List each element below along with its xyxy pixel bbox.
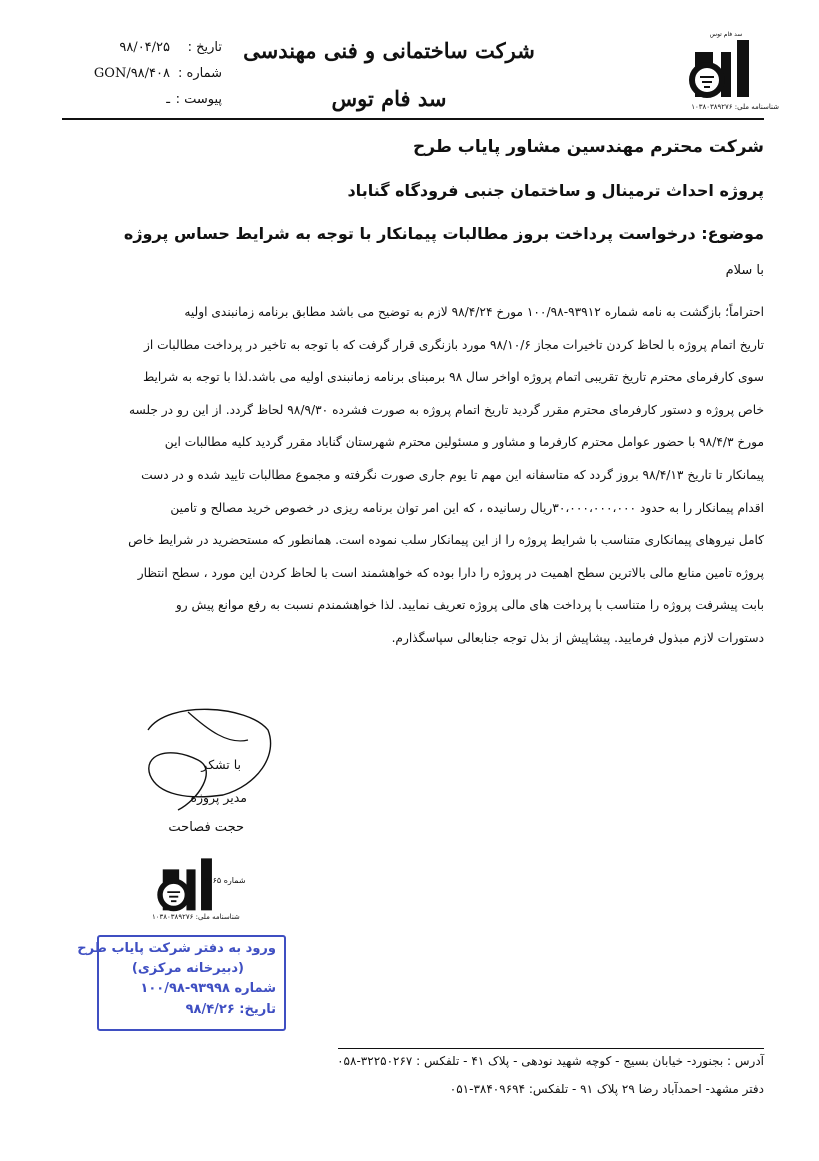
attachment-value: ـ bbox=[166, 92, 170, 107]
letter-date bbox=[62, 40, 222, 58]
logo-registration: شناسنامه ملی: ۱۰۳۸۰۳۸۹۲۷۶ bbox=[691, 103, 779, 111]
company-name: شرکت ساختمانی و فنی مهندسی bbox=[243, 38, 535, 63]
attachment-label: پیوست : bbox=[175, 92, 222, 107]
greeting: با سلام bbox=[725, 263, 764, 278]
subject-line: موضوع: درخواست پرداخت بروز مطالبات پیمانکار با توجه به شرایط حساس پروژه bbox=[123, 224, 764, 243]
stamp-line-4: تاریخ: ۹۸/۴/۲۶ bbox=[185, 1002, 276, 1017]
stamp-number: شماره ۴۰۶۵ bbox=[204, 876, 246, 885]
body-line: کامل نیروهای پیمانکاری متناسب با شرایط پروژه را از این پیمانکار سلب نموده است. همانطور که مستحضرید در شرایط خاص bbox=[128, 533, 764, 548]
body-line: مورخ ۹۸/۴/۳ با حضور عوامل محترم کارفرما و مشاور و مسئولین محترم شهرستان گناباد مقرر گردید کلیه مطالبات این bbox=[164, 435, 764, 450]
body-line: دستورات لازم مبذول فرمایید. پیشاپیش از بذل توجه جنابعالی سپاسگذارم. bbox=[391, 630, 764, 645]
stamp-registration: شناسنامه ملی: ۱۰۳۸۰۳۸۹۲۷۶ bbox=[152, 913, 240, 921]
footer-divider bbox=[338, 1048, 764, 1049]
date-label: تاریخ : bbox=[187, 40, 222, 55]
letter-number bbox=[62, 66, 222, 84]
footer-office: دفتر مشهد- احمدآباد رضا ۲۹ پلاک ۹۱ - تلفکس: ۳۸۴۰۹۶۹۴-۰۵۱ bbox=[449, 1082, 764, 1096]
body-line: بابت پیشرفت پروژه را متناسب با پرداخت های مالی پروژه تعریف نمایید. لذا خواهشمندم نسبت به رفع موانع پیش رو bbox=[175, 598, 764, 613]
body-line: پیمانکار تا تاریخ ۹۸/۴/۱۳ بروز گردد که متاسفانه این مهم تا یوم جاری صورت نگرفته و مجموع مطالبات تایید شده و در دست bbox=[141, 467, 764, 482]
stamp-line-2: (دبیرخانه مرکزی) bbox=[131, 961, 244, 976]
number-value: GON/۹۸/۴۰۸ bbox=[93, 66, 170, 81]
company-logo bbox=[681, 22, 771, 116]
header-divider bbox=[62, 118, 764, 120]
signature-role: مدیر پروژه bbox=[190, 790, 247, 805]
number-label: شماره : bbox=[178, 66, 222, 81]
signature-closing: با تشکر bbox=[201, 757, 241, 772]
body-line: تاریخ اتمام پروژه با لحاظ کردن تاخیرات مجاز ۹۸/۱۰/۶ مورد بازنگری قرار گرفت که با توجه به تاخیر در پرداخت مطالبات از bbox=[143, 337, 764, 352]
signature-name: حجت فصاحت bbox=[168, 820, 244, 835]
body-line: سوی کارفرمای محترم تاریخ تقریبی اتمام پروژه اواخر سال ۹۸ برمبنای برنامه زمانبندی اولیه می باشد.لذا با توجه به شرایط bbox=[142, 370, 764, 385]
body-line: پروژه تامین منابع مالی بالاترین سطح اهمیت در پروژه را دارا بوده که خواهشمند است با لحاظ کردن این مورد ، سطح انتظار bbox=[137, 565, 764, 580]
letter-attachment bbox=[62, 92, 222, 110]
stamp-line-1: ورود به دفتر شرکت پایاب طرح bbox=[77, 941, 276, 956]
project-title: پروژه احداث ترمینال و ساختمان جنبی فرودگاه گناباد bbox=[347, 181, 764, 200]
letter-body bbox=[58, 296, 764, 655]
received-stamp bbox=[77, 935, 286, 1031]
footer-address: آدرس : بجنورد- خیابان بسیج - کوچه شهید نودهی - پلاک ۴۱ - تلفکس : ۳۲۲۵۰۲۶۷-۰۵۸ bbox=[337, 1054, 764, 1068]
svg-text:سد فام توس: سد فام توس bbox=[709, 31, 743, 38]
body-line: اقدام پیمانکار را به حدود ۳۰،۰۰۰،۰۰۰،۰۰۰ریال رسانیده ، که این امر توان برنامه ریزی در خصوص خرید مصالح و تامین bbox=[170, 500, 764, 515]
stamp-line-3: شماره ۹۳۹۹۸-۱۰۰/۹۸ bbox=[140, 981, 276, 996]
recipient: شرکت محترم مهندسین مشاور پایاب طرح bbox=[413, 137, 764, 157]
body-line: احتراماً؛ بازگشت به نامه شماره ۹۳۹۱۲-۱۰۰/۹۸ مورخ ۹۸/۴/۲۴ لازم به توضیح می باشد مطابق برنامه زمانبندی اولیه bbox=[184, 305, 764, 319]
company-logo-icon bbox=[681, 22, 771, 112]
company-brand: سد فام توس bbox=[331, 86, 447, 111]
body-line: خاص پروژه و دستور کارفرمای محترم مقرر گردید تاریخ اتمام پروژه به صورت فشرده ۹۸/۹/۳۰ لحاظ گردد. از این رو در جلسه bbox=[128, 402, 764, 417]
date-value: ۹۸/۰۴/۲۵ bbox=[119, 40, 170, 55]
